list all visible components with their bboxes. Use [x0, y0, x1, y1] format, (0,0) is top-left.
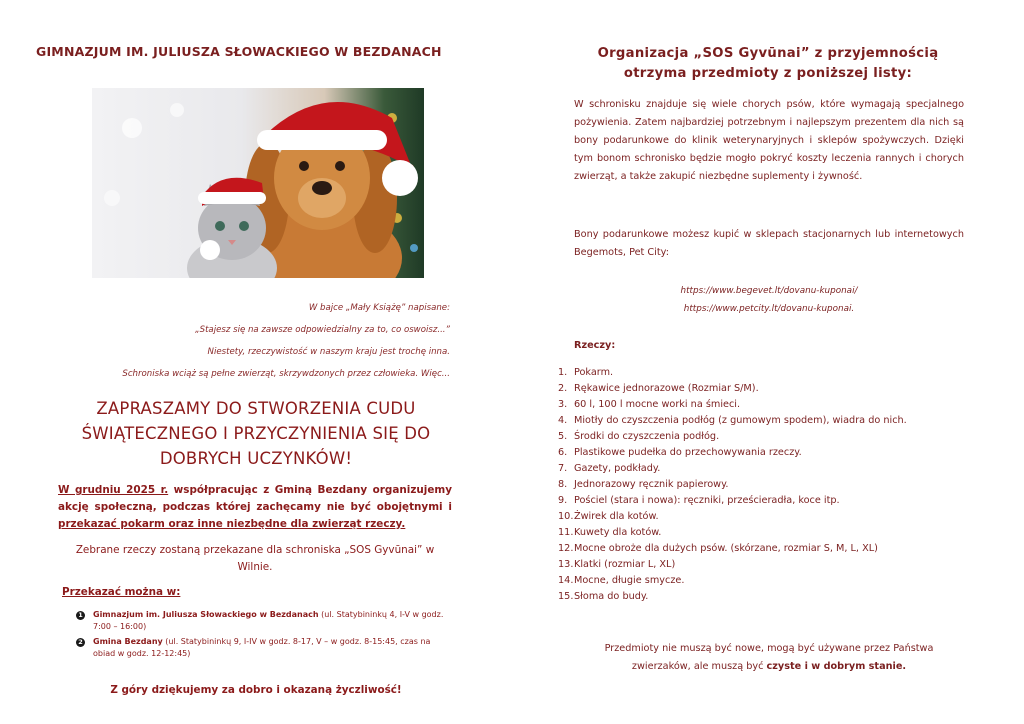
organization-title-line-2: otrzyma przedmioty z poniższej listy: [623, 66, 913, 81]
list-item: 13. Klatki (rozmiar L, XL) [558, 559, 676, 570]
list-item: 6. Plastikowe pudełka do przechowywania rzeczy. [558, 447, 802, 458]
event-description [58, 482, 452, 533]
event-call-to-action: przekazać pokarm oraz inne niezbędne dla zwierząt rzeczy. [58, 518, 406, 530]
voucher-links [574, 282, 964, 318]
quote-line-1: W bajce „Mały Książę” napisane: [308, 303, 450, 313]
number-badge-icon: 2 [76, 636, 88, 648]
list-item: 1. Pokarm. [558, 367, 614, 378]
list-item: 9. Pościel (stara i nowa): ręczniki, prześcieradła, koce itp. [558, 495, 840, 506]
voucher-link[interactable]: https://www.petcity.lt/dovanu-kuponai. [683, 304, 855, 314]
quote-line-4: Schroniska wciąż są pełne zwierząt, skrzywdzonych przez człowieka. Więc... [122, 369, 450, 379]
items-list [558, 365, 978, 605]
footer-emphasis: czyste i w dobrym stanie. [766, 661, 907, 672]
pets-illustration [92, 88, 424, 278]
list-item: 4. Miotły do czyszczenia podłóg (z gumowym spodem), wiadra do nich. [558, 415, 907, 426]
list-item: 5. Środki do czyszczenia podłóg. [558, 431, 720, 442]
voucher-link[interactable]: https://www.begevet.lt/dovanu-kuponai/ [680, 286, 858, 296]
location-item [76, 609, 448, 633]
event-description-text: współpracując z Gminą Bezdany organizujemy akcję społeczną, podczas której zachęcamy nie być obojętnymi i [58, 484, 452, 513]
collection-destination: Zebrane rzeczy zostaną przekazane dla schroniska „SOS Gyvūnai” w Wilnie. [75, 544, 435, 573]
list-item: 12. Mocne obroże dla dużych psów. (skórzane, rozmiar S, M, L, XL) [558, 543, 878, 554]
number-badge-icon: 1 [76, 609, 88, 621]
list-item: 15. Słoma do budy. [558, 591, 649, 602]
location-item [76, 636, 448, 660]
quote-line-2: „Stajesz się na zawsze odpowiedzialny za to, co oswoisz...” [195, 325, 450, 335]
school-title: GIMNAZJUM IM. JULIUSZA SŁOWACKIEGO W BEZDANACH [36, 44, 442, 59]
organization-title-line-1: Organizacja „SOS Gyvūnai” z przyjemnością [597, 46, 939, 61]
list-item: 3. 60 l, 100 l mocne worki na śmieci. [558, 399, 741, 410]
voucher-info: Bony podarunkowe możesz kupić w sklepach stacjonarnych lub internetowych Begemots, Pet City: [574, 229, 964, 258]
thank-you-note: Z góry dziękujemy za dobro i okazaną życzliwość! [110, 684, 402, 696]
quote-line-3: Niestety, rzeczywistość w naszym kraju jest trochę inna. [207, 347, 450, 357]
location-details: (ul. Statybininkų 9, I-IV w godz. 8-17, V – w godz. 8-15:45, czas na obiad w godz. 12-12:45) [93, 637, 431, 658]
right-page [512, 0, 1024, 724]
organization-title [554, 44, 982, 84]
location-details: (ul. Statybininkų 4, I-V w godz. 7:00 – 16:00) [93, 610, 444, 631]
location-name: Gimnazjum im. Juliusza Słowackiego w Bezdanach [93, 610, 319, 619]
shelter-intro: W schronisku znajduje się wiele chorych psów, które wymagają specjalnego pożywienia. Zatem najbardziej potrzebnym i najlepszym prezentem dla nich są bony podarunkowe do klinik weterynaryjnych i sklepów spożywczych. Dzięki tym bonom schronisko będzie mogło pokryć koszty leczenia rannych i chorych zwierząt, a także zakupić niezbędne suplementy i żywność. [574, 99, 964, 182]
list-item: 14. Mocne, długie smycze. [558, 575, 685, 586]
christmas-pets-photo [92, 88, 424, 278]
items-title: Rzeczy: [574, 340, 616, 351]
footer-note: Przedmioty nie muszą być nowe, mogą być używane przez Państwa zwierzaków, ale muszą być czyste i w dobrym stanie. [604, 643, 934, 672]
list-item: 11. Kuwety dla kotów. [558, 527, 662, 538]
location-name: Gmina Bezdany [93, 637, 163, 646]
list-item: 8. Jednorazowy ręcznik papierowy. [558, 479, 729, 490]
list-item: 2. Rękawice jednorazowe (Rozmiar S/M). [558, 383, 759, 394]
main-headline: ZAPRASZAMY DO STWORZENIA CUDU ŚWIĄTECZNEGO I PRZYCZYNIENIA SIĘ DO DOBRYCH UCZYNKÓW! [81, 399, 431, 468]
event-date: W grudniu 2025 r. [58, 484, 169, 496]
handover-title: Przekazać można w: [62, 586, 181, 598]
list-item: 7. Gazety, podkłady. [558, 463, 661, 474]
list-item: 10. Żwirek dla kotów. [558, 511, 659, 522]
